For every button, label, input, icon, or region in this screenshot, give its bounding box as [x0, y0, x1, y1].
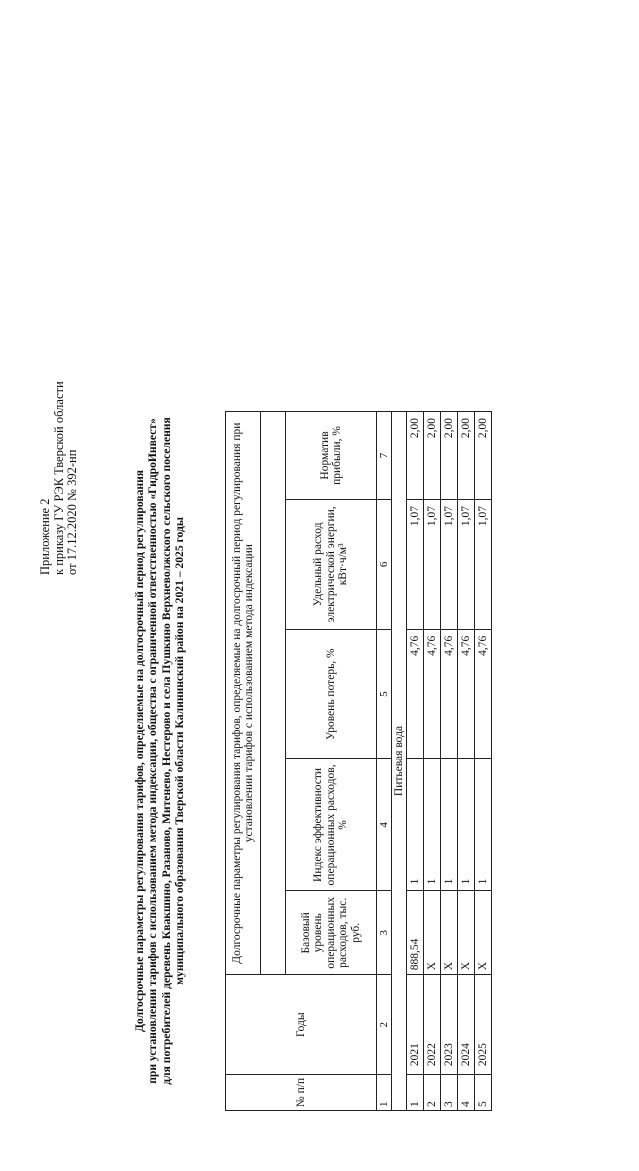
title-line: муниципального образования Тверской области Калининский район на 2021 – 2025 годы — [173, 517, 187, 985]
row-index: 1 — [441, 759, 458, 891]
document-title — [133, 371, 187, 1131]
col-number: 5 — [377, 629, 392, 759]
row-energy: 1,07 — [458, 499, 475, 629]
header-num: № п/п — [226, 1075, 377, 1111]
row-energy: 1,07 — [407, 499, 424, 629]
header-energy: Удельный расход электрической энергии, кВт·ч/м³ — [286, 499, 377, 629]
row-profit: 2,00 — [441, 412, 458, 500]
table-row — [458, 412, 475, 1111]
row-year: 2024 — [458, 975, 475, 1075]
column-number-row — [377, 412, 392, 1111]
row-number: 5 — [475, 1075, 492, 1111]
title-line: Долгосрочные параметры регулирования тарифов, определяемые на долгосрочный период регулирования — [133, 469, 146, 1033]
table-row — [475, 412, 492, 1111]
row-index: 1 — [407, 759, 424, 891]
col-number: 4 — [377, 759, 392, 891]
header-base: Базовый уровень операционных расходов, тыс. руб. — [286, 891, 377, 975]
approval-line: Приложение 2 — [38, 498, 52, 575]
row-year: 2023 — [441, 975, 458, 1075]
rotated-content — [25, 341, 625, 1171]
row-base: 888,54 — [407, 891, 424, 975]
row-year: 2025 — [475, 975, 492, 1075]
row-year: 2022 — [424, 975, 441, 1075]
header-loss: Уровень потерь, % — [286, 629, 377, 759]
header-index: Индекс эффективности операционных расходов, % — [286, 759, 377, 891]
approval-block — [39, 355, 80, 575]
row-number: 3 — [441, 1075, 458, 1111]
header-profit: Норматив прибыли, % — [286, 412, 377, 500]
section-row — [392, 412, 407, 1111]
row-profit: 2,00 — [458, 412, 475, 500]
row-loss: 4,76 — [424, 629, 441, 759]
row-base: X — [424, 891, 441, 975]
row-index: 1 — [458, 759, 475, 891]
col-number: 6 — [377, 499, 392, 629]
row-index: 1 — [475, 759, 492, 891]
title-line: при установлении тарифов с использованием метода индексации, общества с ограниченной ответственностью «ГидроИнвест» — [146, 418, 160, 1084]
col-number: 1 — [377, 1075, 392, 1111]
row-energy: 1,07 — [475, 499, 492, 629]
header-group: Долгосрочные параметры регулирования тарифов, определяемые на долгосрочный период регулирования при установлении тарифов с использованием метода индексации — [226, 412, 261, 975]
section-label: Питьевая вода — [392, 412, 407, 1111]
row-loss: 4,76 — [475, 629, 492, 759]
title-line: для потребителей деревень Квакшино, Разаново, Митенево, Нестерово и села Пушкино Верхневолжского сельского поселения — [159, 417, 173, 1085]
row-profit: 2,00 — [475, 412, 492, 500]
row-profit: 2,00 — [424, 412, 441, 500]
row-number: 4 — [458, 1075, 475, 1111]
row-energy: 1,07 — [424, 499, 441, 629]
table-header-row — [226, 412, 261, 1111]
row-number: 2 — [424, 1075, 441, 1111]
header-years: Годы — [226, 975, 377, 1075]
row-index: 1 — [424, 759, 441, 891]
col-number: 2 — [377, 975, 392, 1075]
table-row — [407, 412, 424, 1111]
row-energy: 1,07 — [441, 499, 458, 629]
approval-line: к приказу ГУ РЭК Тверской области — [51, 381, 66, 575]
row-year: 2021 — [407, 975, 424, 1075]
approval-line: от 17.12.2020 № 392-нп — [65, 449, 79, 575]
row-loss: 4,76 — [458, 629, 475, 759]
table-row — [441, 412, 458, 1111]
row-base: X — [441, 891, 458, 975]
row-base: X — [475, 891, 492, 975]
row-profit: 2,00 — [407, 412, 424, 500]
header-spacer — [261, 412, 286, 975]
row-number: 1 — [407, 1075, 424, 1111]
table-row — [424, 412, 441, 1111]
parameters-table — [225, 411, 492, 1111]
row-loss: 4,76 — [441, 629, 458, 759]
col-number: 7 — [377, 412, 392, 500]
row-base: X — [458, 891, 475, 975]
row-loss: 4,76 — [407, 629, 424, 759]
col-number: 3 — [377, 891, 392, 975]
